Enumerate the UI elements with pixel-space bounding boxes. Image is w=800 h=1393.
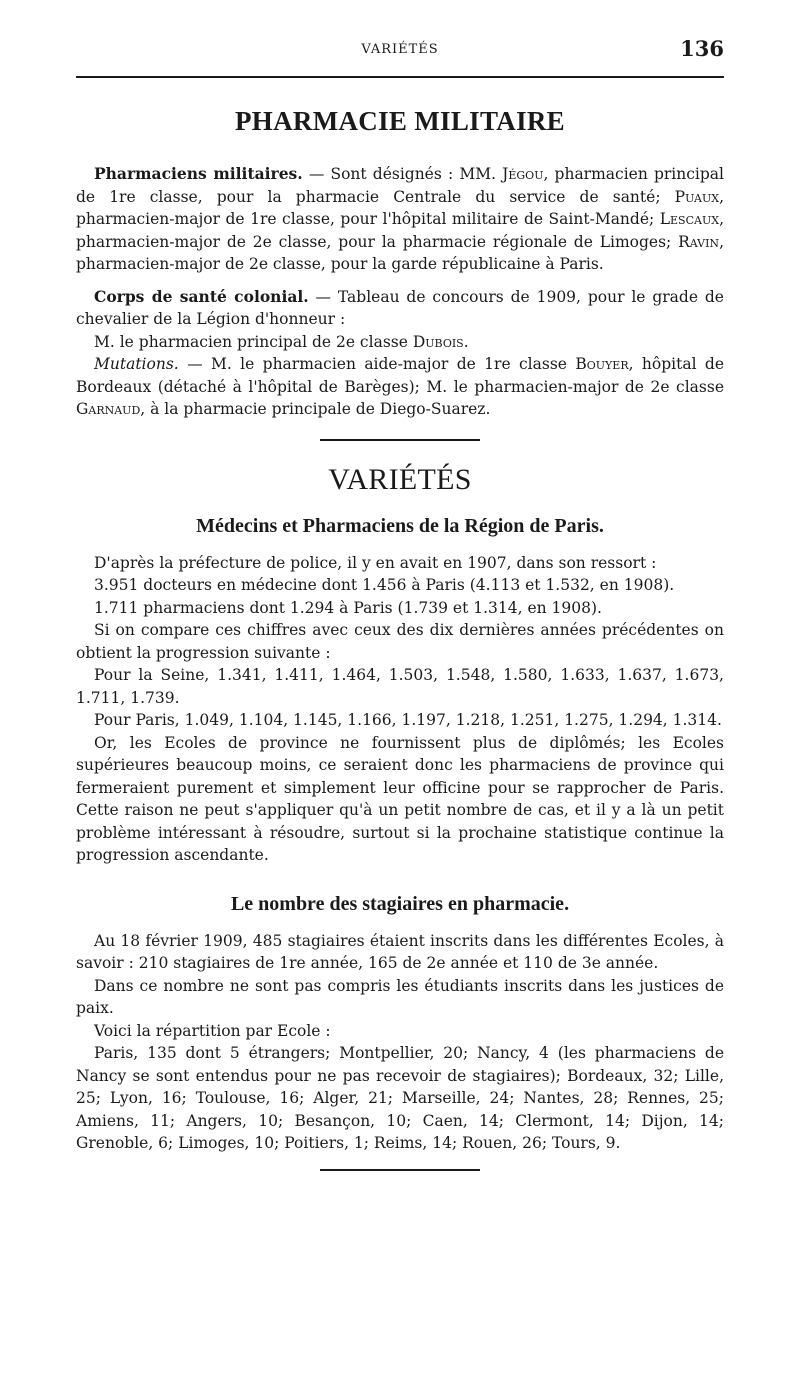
paragraph: Si on compare ces chiffres avec ceux des dix dernières années précédentes on obtient la progression suivante : bbox=[76, 621, 724, 662]
paragraph: D'après la préfecture de police, il y en avait en 1907, dans son ressort : bbox=[94, 553, 657, 572]
paragraph-corps-de-sante: Corps de santé colonial. — Tableau de concours de 1909, pour le grade de chevalier de la Légion d'honneur : bbox=[76, 286, 724, 328]
running-title: VARIÉTÉS bbox=[361, 42, 439, 57]
paragraph: Voici la répartition par Ecole : bbox=[94, 1021, 331, 1040]
page bbox=[76, 36, 724, 1171]
person-name: Garnaud bbox=[76, 400, 141, 418]
person-name: Ravin bbox=[678, 232, 720, 251]
person-name: Jégou bbox=[502, 165, 544, 183]
lead-mutations: Mutations. bbox=[94, 355, 179, 373]
header-rule bbox=[76, 76, 724, 78]
lead-corps-de-sante: Corps de santé colonial. bbox=[94, 286, 309, 306]
paragraph: 1.711 pharmaciens dont 1.294 à Paris (1.739 et 1.314, en 1908). bbox=[94, 598, 602, 617]
person-name: Puaux bbox=[674, 187, 720, 206]
person-name: Bouyer bbox=[575, 355, 629, 373]
lead-pharmaciens-militaires: Pharmaciens militaires. bbox=[94, 164, 303, 183]
paragraph-pharmaciens-militaires: Pharmaciens militaires. — Sont désignés : MM. Jégou, pharmacien principal de 1re classe, pour la pharmacie Centrale du service de santé; Puaux, pharmacien-major de 1re classe, pour l'hôpital militaire de Saint-Mandé; Lescaux, pharmacien-major de 2e classe, pour la pharmacie régionale de Limoges; Ravin, pharmacien-major de 2e classe, pour la garde républicaine à Paris. bbox=[76, 164, 724, 273]
paragraph: Dans ce nombre ne sont pas compris les étudiants inscrits dans les justices de paix. bbox=[76, 976, 724, 1017]
paragraph: Pour la Seine, 1.341, 1.411, 1.464, 1.503, 1.548, 1.580, 1.633, 1.637, 1.673, 1.711, 1.739. bbox=[76, 666, 724, 707]
paragraph: Pour Paris, 1.049, 1.104, 1.145, 1.166, 1.197, 1.218, 1.251, 1.275, 1.294, 1.314. bbox=[94, 711, 722, 729]
paragraph: 3.951 docteurs en médecine dont 1.456 à Paris (4.113 et 1.532, en 1908). bbox=[94, 576, 675, 594]
paragraph-pharmacien-principal: M. le pharmacien principal de 2e classe Dubois. bbox=[94, 332, 469, 351]
subtitle-stagiaires: Le nombre des stagiaires en pharmacie. bbox=[230, 892, 570, 915]
running-header bbox=[76, 36, 724, 70]
paragraph: Or, les Ecoles de province ne fournissent plus de diplômés; les Ecoles supérieures beaucoup moins, ce seraient donc les pharmaciens de province qui fermeraient purement et simplement leur officine pour se rapprocher de Paris. Cette raison ne peut s'appliquer qu'à un petit nombre de cas, et il y a là un petit problème intéressant à résoudre, surtout si la prochaine statistique continue la progression ascendante. bbox=[76, 733, 724, 864]
section-separator bbox=[320, 439, 480, 441]
page-number: 136 bbox=[680, 36, 724, 61]
subtitle-medecins-pharmaciens: Médecins et Pharmaciens de la Région de Paris. bbox=[196, 514, 604, 537]
person-name: Dubois bbox=[412, 332, 464, 351]
end-separator bbox=[320, 1169, 480, 1171]
section-title-pharmacie-militaire: PHARMACIE MILITAIRE bbox=[235, 106, 565, 136]
paragraph-mutations: Mutations. — M. le pharmacien aide-major de 1re classe Bouyer, hôpital de Bordeaux (détaché à l'hôpital de Barèges); M. le pharmacien-major de 2e classe Garnaud, à la pharmacie principale de Diego-Suarez. bbox=[76, 355, 725, 418]
paragraph: Paris, 135 dont 5 étrangers; Montpellier, 20; Nancy, 4 (les pharmaciens de Nancy se sont entendus pour ne pas recevoir de stagiaires); Bordeaux, 32; Lille, 25; Lyon, 16; Toulouse, 16; Alger, 21; Marseille, 24; Nantes, 28; Rennes, 25; Amiens, 11; Angers, 10; Besançon, 10; Caen, 14; Clermont, 14; Dijon, 14; Grenoble, 6; Limoges, 10; Poitiers, 1; Reims, 14; Rouen, 26; Tours, 9. bbox=[76, 1044, 724, 1152]
paragraph: Au 18 février 1909, 485 stagiaires étaient inscrits dans les différentes Ecoles, à savoir : 210 stagiaires de 1re année, 165 de 2e année et 110 de 3e année. bbox=[76, 931, 724, 972]
person-name: Lescaux bbox=[659, 210, 720, 228]
section-title-varietes: VARIÉTÉS bbox=[328, 462, 472, 496]
